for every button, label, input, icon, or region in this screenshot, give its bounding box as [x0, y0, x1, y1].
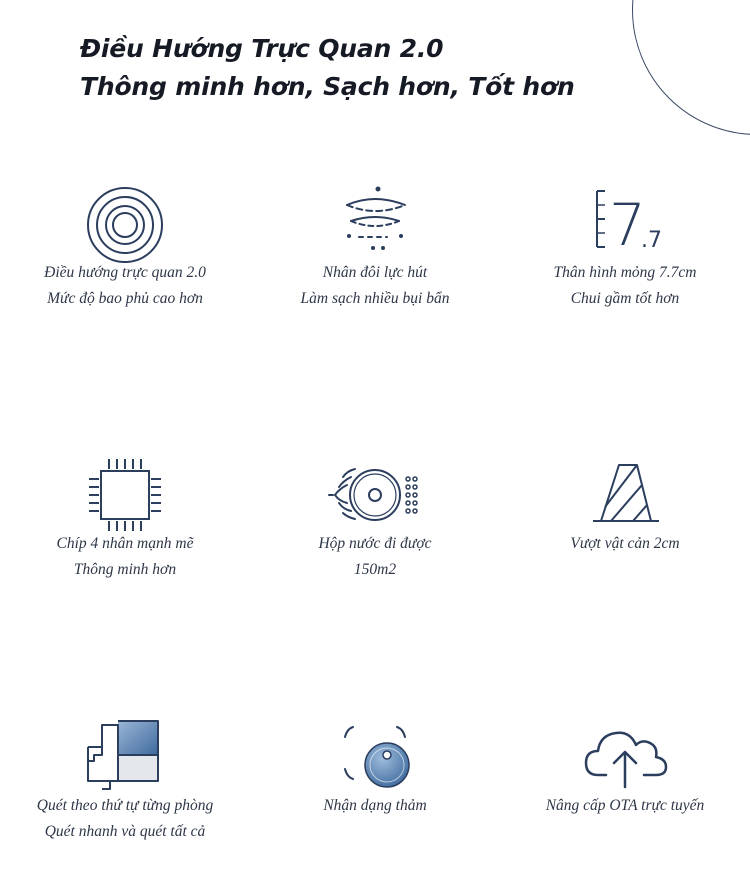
feature-caption: Quét theo thứ tự từng phòng Quét nhanh và quét tất cả — [36, 797, 214, 840]
svg-text:7: 7 — [609, 191, 646, 259]
feature-caption: Điều hướng trực quan 2.0 Mức độ bao phủ cao hơn — [44, 264, 206, 307]
suction-vortex-icon — [335, 185, 415, 265]
carpet-detect-icon — [335, 717, 415, 797]
feature-caption: Nâng cấp OTA trực tuyến — [545, 797, 705, 814]
feature-caption: Hộp nước đi được 150m2 — [318, 535, 432, 578]
obstacle-climb-icon — [585, 455, 665, 535]
feature-caption: Chíp 4 nhân mạnh mẽ Thông minh hơn — [56, 535, 194, 578]
concentric-circles-icon — [85, 185, 165, 265]
cloud-upload-icon — [580, 717, 670, 797]
feature-caption: Vượt vật cản 2cm — [570, 535, 680, 552]
thin-body-77-icon — [585, 185, 665, 265]
svg-text:.7: .7 — [641, 228, 662, 253]
title-line-1: Điều Hướng Trực Quan 2.0 — [80, 34, 444, 63]
feature-caption: Nhận dạng thảm — [323, 797, 427, 814]
room-by-room-icon — [80, 717, 170, 797]
title-line-2: Thông minh hơn, Sạch hơn, Tốt hơn — [80, 72, 575, 101]
robot-water-tank-icon — [325, 455, 425, 535]
feature-caption: Nhân đôi lực hút Làm sạch nhiều bụi bẩn — [300, 264, 450, 307]
feature-caption: Thân hình mỏng 7.7cm Chui gầm tốt hơn — [553, 264, 697, 307]
chip-icon — [85, 455, 165, 535]
